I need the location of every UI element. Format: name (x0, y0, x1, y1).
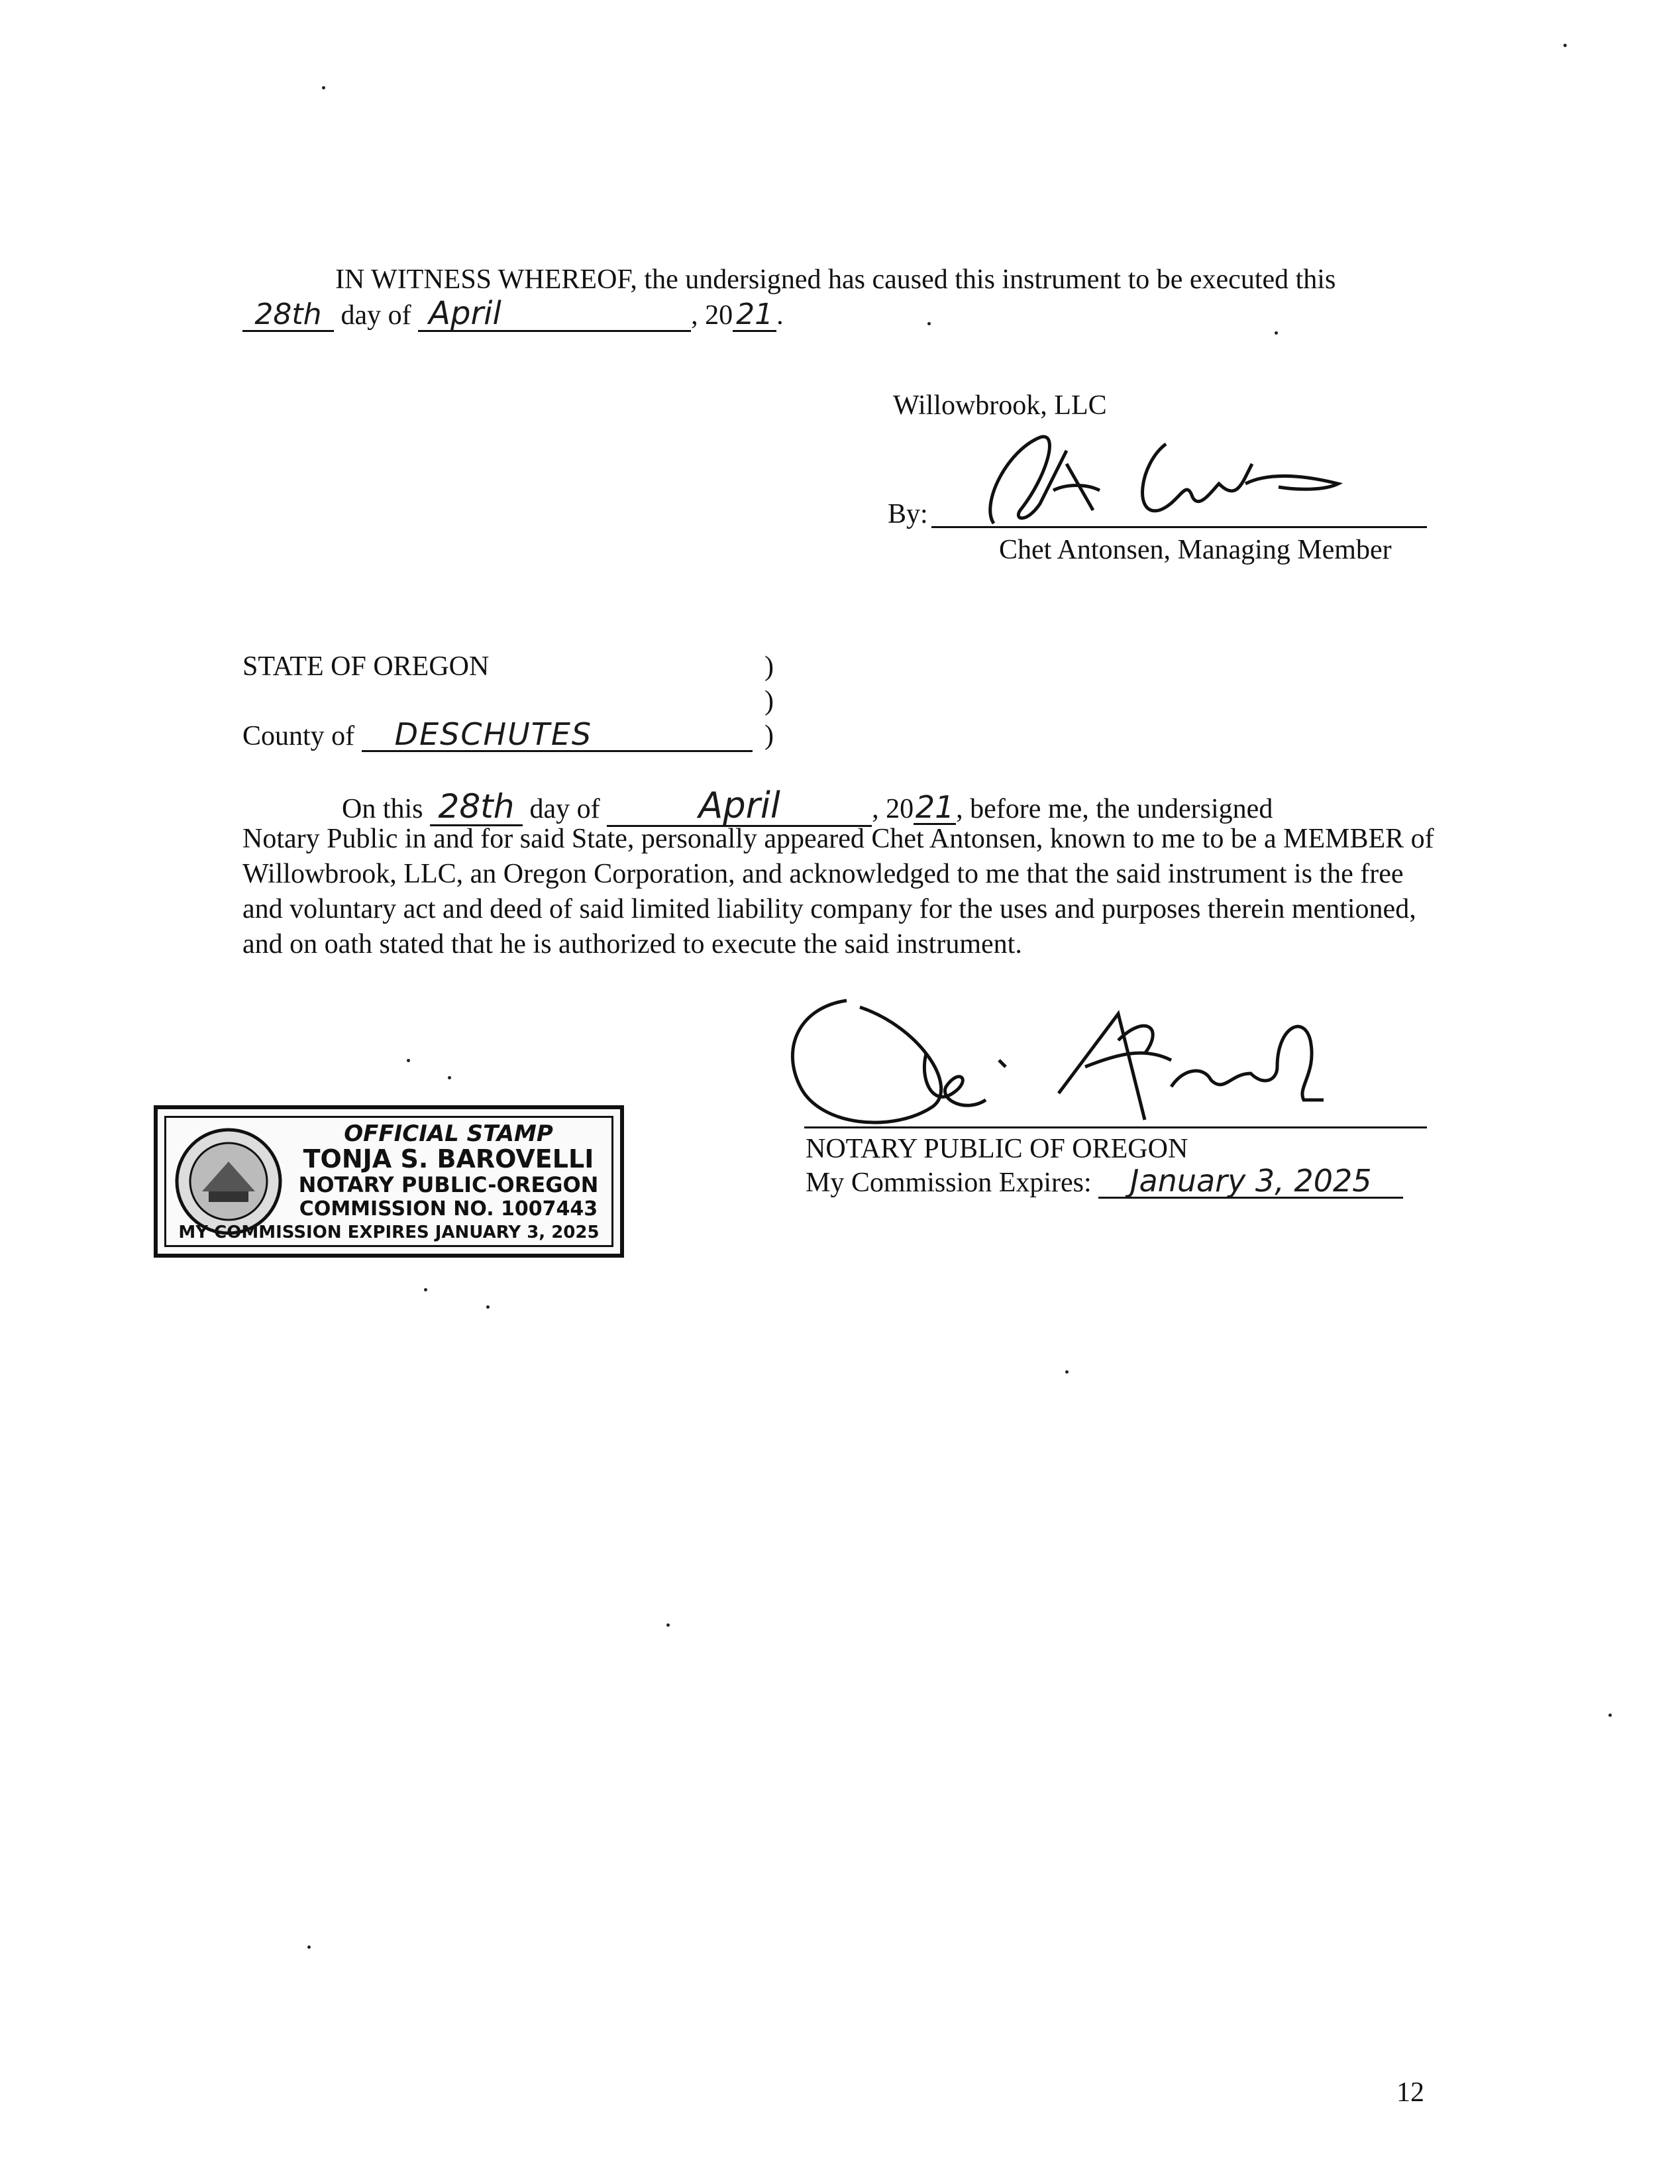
county-field: DESCHUTES (362, 718, 753, 752)
scan-speck (1563, 44, 1567, 47)
state-seal-icon (172, 1125, 285, 1238)
state-of-oregon: STATE OF OREGON (242, 651, 490, 682)
witness-day-field: 28th (242, 300, 334, 332)
commission-expires-field: January 3, 2025 (1098, 1165, 1403, 1199)
witness-clause (335, 262, 1336, 298)
acknowledgment-first-line (342, 787, 1273, 827)
witness-date-line (242, 297, 784, 333)
stamp-official-label: OFFICIAL STAMP (344, 1120, 553, 1147)
commission-expires-label: My Commission Expires: (806, 1168, 1092, 1198)
scan-speck (407, 1059, 410, 1062)
stamp-notary-public: NOTARY PUBLIC-OREGON (298, 1172, 599, 1197)
ack-day-label: day of (529, 794, 600, 824)
venue-paren-2: ) (764, 686, 774, 716)
ack-year-prefix: , 20 (872, 794, 914, 824)
stamp-commission-number: COMMISSION NO. 1007443 (299, 1197, 598, 1221)
stamp-notary-name: TONJA S. BAROVELLI (303, 1144, 594, 1174)
company-name: Willowbrook, LLC (893, 390, 1107, 421)
scan-speck (486, 1305, 490, 1309)
ack-month-field: April (607, 787, 872, 827)
witness-day-label: day of (341, 300, 411, 331)
ack-year-field: 21 (914, 791, 956, 825)
venue-paren-3: ) (764, 720, 774, 751)
notary-signature-line (804, 1126, 1427, 1128)
scan-speck (927, 322, 931, 325)
venue-paren-1: ) (764, 651, 774, 682)
witness-year-field: 21 (733, 300, 776, 332)
scan-speck (448, 1076, 451, 1079)
on-this-label: On this (342, 794, 423, 824)
commission-expires-line (806, 1165, 1403, 1201)
scan-speck (666, 1623, 670, 1627)
scan-speck (1275, 331, 1278, 335)
witness-text: IN WITNESS WHEREOF, the undersigned has caused this instrument to be executed this (335, 264, 1336, 295)
witness-year-prefix: , 20 (691, 300, 733, 331)
signatory-name-title: Chet Antonsen, Managing Member (999, 535, 1392, 565)
county-label: County of (242, 721, 355, 751)
official-stamp (154, 1105, 624, 1258)
witness-year-suffix: . (776, 300, 784, 331)
page-number: 12 (1396, 2077, 1424, 2108)
scan-speck (424, 1288, 427, 1291)
scan-speck (322, 86, 325, 89)
acknowledgment-body: Notary Public in and for said State, personally appeared Chet Antonsen, known to me to be a MEMBER of Willowbrook, LLC, an Oregon Corporation, and acknowledged to me that the said instrument is the free and voluntary act and deed of said limited liability company for the uses and purposes therein mentioned, and on oath stated that he is authorized to execute the said instrument. (242, 824, 1434, 959)
signature-chet-antonsen (967, 424, 1378, 537)
notary-title: NOTARY PUBLIC OF OREGON (806, 1134, 1188, 1164)
ack-after-year: , before me, the undersigned (956, 794, 1273, 824)
scan-speck (1608, 1714, 1612, 1717)
by-label: By: (888, 499, 928, 529)
ack-day-field: 28th (430, 789, 523, 826)
county-line (242, 718, 753, 754)
scan-speck (307, 1945, 311, 1949)
stamp-commission-expires: MY COMMISSION EXPIRES JANUARY 3, 2025 (178, 1223, 600, 1242)
scan-speck (1065, 1370, 1069, 1374)
witness-month-field: April (418, 297, 691, 332)
